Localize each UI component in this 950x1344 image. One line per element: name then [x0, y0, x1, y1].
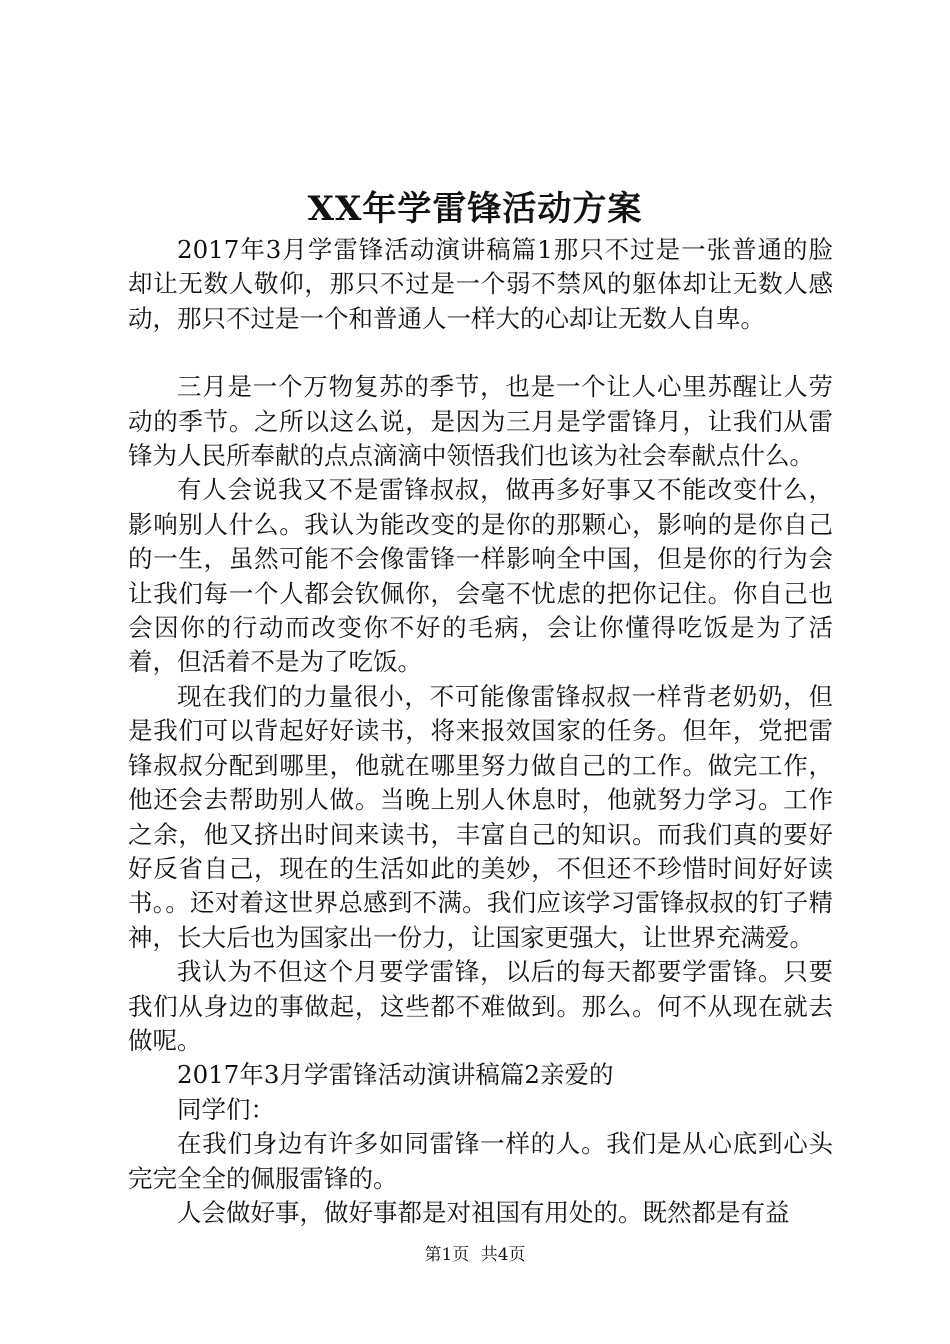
paragraph-salutation: 同学们：: [177, 1094, 275, 1124]
paragraph-around-us: 在我们身边有许多如同雷锋一样的人。我们是从心底到心头完完全全的佩服雷锋的。: [128, 1129, 833, 1193]
paragraph-change: 有人会说我又不是雷锋叔叔，做再多好事又不能改变什么，影响别人什么。我认为能改变的是你的那颗心，影响的是你自己的一生，虽然可能不会像雷锋一样影响全中国，但是你的行为会让我们每一个人都会钦佩你，会毫不忧虑的把你记住。你自己也会因你的行动而改变你不好的毛病，会让你懂得吃饭是为了活着，但活着不是为了吃饭。: [128, 475, 833, 677]
paragraph-everyday: 我认为不但这个月要学雷锋，以后的每天都要学雷锋。只要我们从身边的事做起，这些都不难做到。那么。何不从现在就去做呢。: [128, 957, 833, 1055]
document-body: [128, 233, 833, 1230]
paragraph-intro: 2017年3月学雷锋活动演讲稿篇1那只不过是一张普通的脸却让无数人敬仰，那只不过是一个弱不禁风的躯体却让无数人感动，那只不过是一个和普通人一样大的心却让无数人自卑。: [128, 235, 833, 333]
paragraph-strength: 现在我们的力量很小，不可能像雷锋叔叔一样背老奶奶，但是我们可以背起好好读书，将来报效国家的任务。但年，党把雷锋叔叔分配到哪里，他就在哪里努力做自己的工作。做完工作，他还会去帮助别人做。当晚上别人休息时，他就努力学习。工作之余，他又挤出时间来读书，丰富自己的知识。而我们真的要好好反省自己，现在的生活如此的美妙，不但还不珍惜时间好好读书。。还对着这世界总感到不满。我们应该学习雷锋叔叔的钉子精神，长大后也为国家出一份力，让国家更强大，让世界充满爱。: [128, 681, 833, 952]
paragraph-march: 三月是一个万物复苏的季节，也是一个让人心里苏醒让人劳动的季节。之所以这么说，是因为三月是学雷锋月，让我们从雷锋为人民所奉献的点点滴滴中领悟我们也该为社会奉献点什么。: [128, 372, 833, 471]
page-footer: [0, 1243, 950, 1267]
paragraph-speech-2-heading: 2017年3月学雷锋活动演讲稿篇2亲爱的: [177, 1060, 614, 1090]
document-title: XX年学雷锋活动方案: [307, 189, 643, 229]
page-total: 共4页: [480, 1245, 526, 1265]
paragraph-good-deeds: 人会做好事，做好事都是对祖国有用处的。既然都是有益: [177, 1197, 790, 1227]
page-number: 第1页: [424, 1245, 470, 1265]
